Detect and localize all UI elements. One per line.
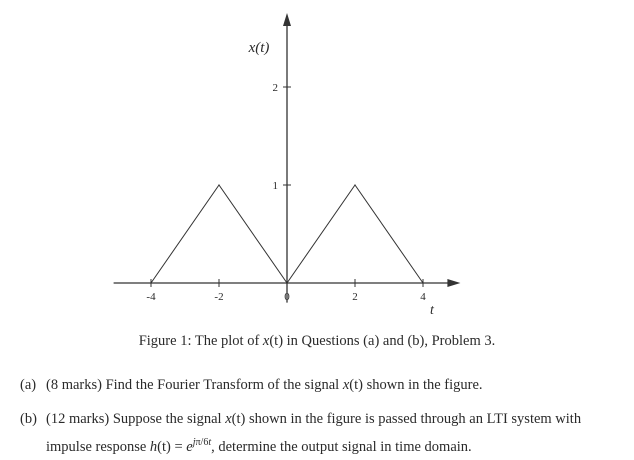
exponent-t: t (208, 437, 212, 448)
x-tick-label: 2 (352, 291, 358, 303)
x-axis-label: t (430, 303, 434, 318)
question-b-text: (12 marks) Suppose the signal (46, 411, 226, 427)
y-tick-label: 1 (272, 180, 278, 192)
caption-prefix: Figure 1: The plot of (138, 333, 263, 349)
question-b-label: (b) (20, 411, 37, 427)
question-a-arg: (t) (349, 377, 363, 393)
question-b-suffix: shown in the figure is passed through an LTI system with (245, 411, 582, 427)
exponent-j: j (192, 437, 196, 448)
exponent-frac: π/6 (195, 437, 209, 448)
caption-suffix: in Questions (a) and (b), Problem 3. (283, 333, 496, 349)
impulse-response-arg: (t) = (157, 439, 187, 455)
x-tick-label: 0 (284, 291, 290, 303)
question-b-line2-prefix: impulse response (46, 439, 150, 455)
question-b (20, 408, 581, 459)
data-point (286, 282, 287, 283)
y-axis-arrow (283, 13, 291, 26)
question-b-line2 (20, 431, 581, 459)
data-point (354, 184, 355, 185)
y-tick-label: 2 (272, 82, 278, 94)
question-a-suffix: shown in the figure. (362, 377, 483, 393)
data-point (218, 184, 219, 185)
x-axis-arrow (447, 279, 460, 287)
impulse-response-exponent (193, 437, 211, 448)
question-a (20, 374, 483, 397)
impulse-response-func: h (149, 439, 158, 455)
plot-axes (114, 13, 461, 303)
question-a-text: (8 marks) Find the Fourier Transform of the signal (46, 377, 343, 393)
figure-caption (0, 333, 634, 350)
plot-labels (146, 40, 435, 318)
question-b-var: x (225, 411, 232, 427)
data-point (422, 282, 423, 283)
question-b-line1 (20, 408, 581, 431)
x-tick-label: -2 (214, 291, 224, 303)
x-tick-label: -4 (146, 291, 156, 303)
caption-arg: (t) (269, 333, 284, 349)
x-tick-label: 4 (420, 291, 426, 303)
question-b-line2-suffix: , determine the output signal in time domain. (211, 439, 472, 455)
data-point (150, 282, 151, 283)
caption-var: x (262, 333, 270, 349)
impulse-response-base: e (186, 439, 193, 455)
question-a-var: x (342, 377, 350, 393)
question-b-arg: (t) (231, 411, 246, 427)
y-axis-label: x(t) (248, 40, 270, 56)
question-a-label: (a) (20, 377, 37, 393)
